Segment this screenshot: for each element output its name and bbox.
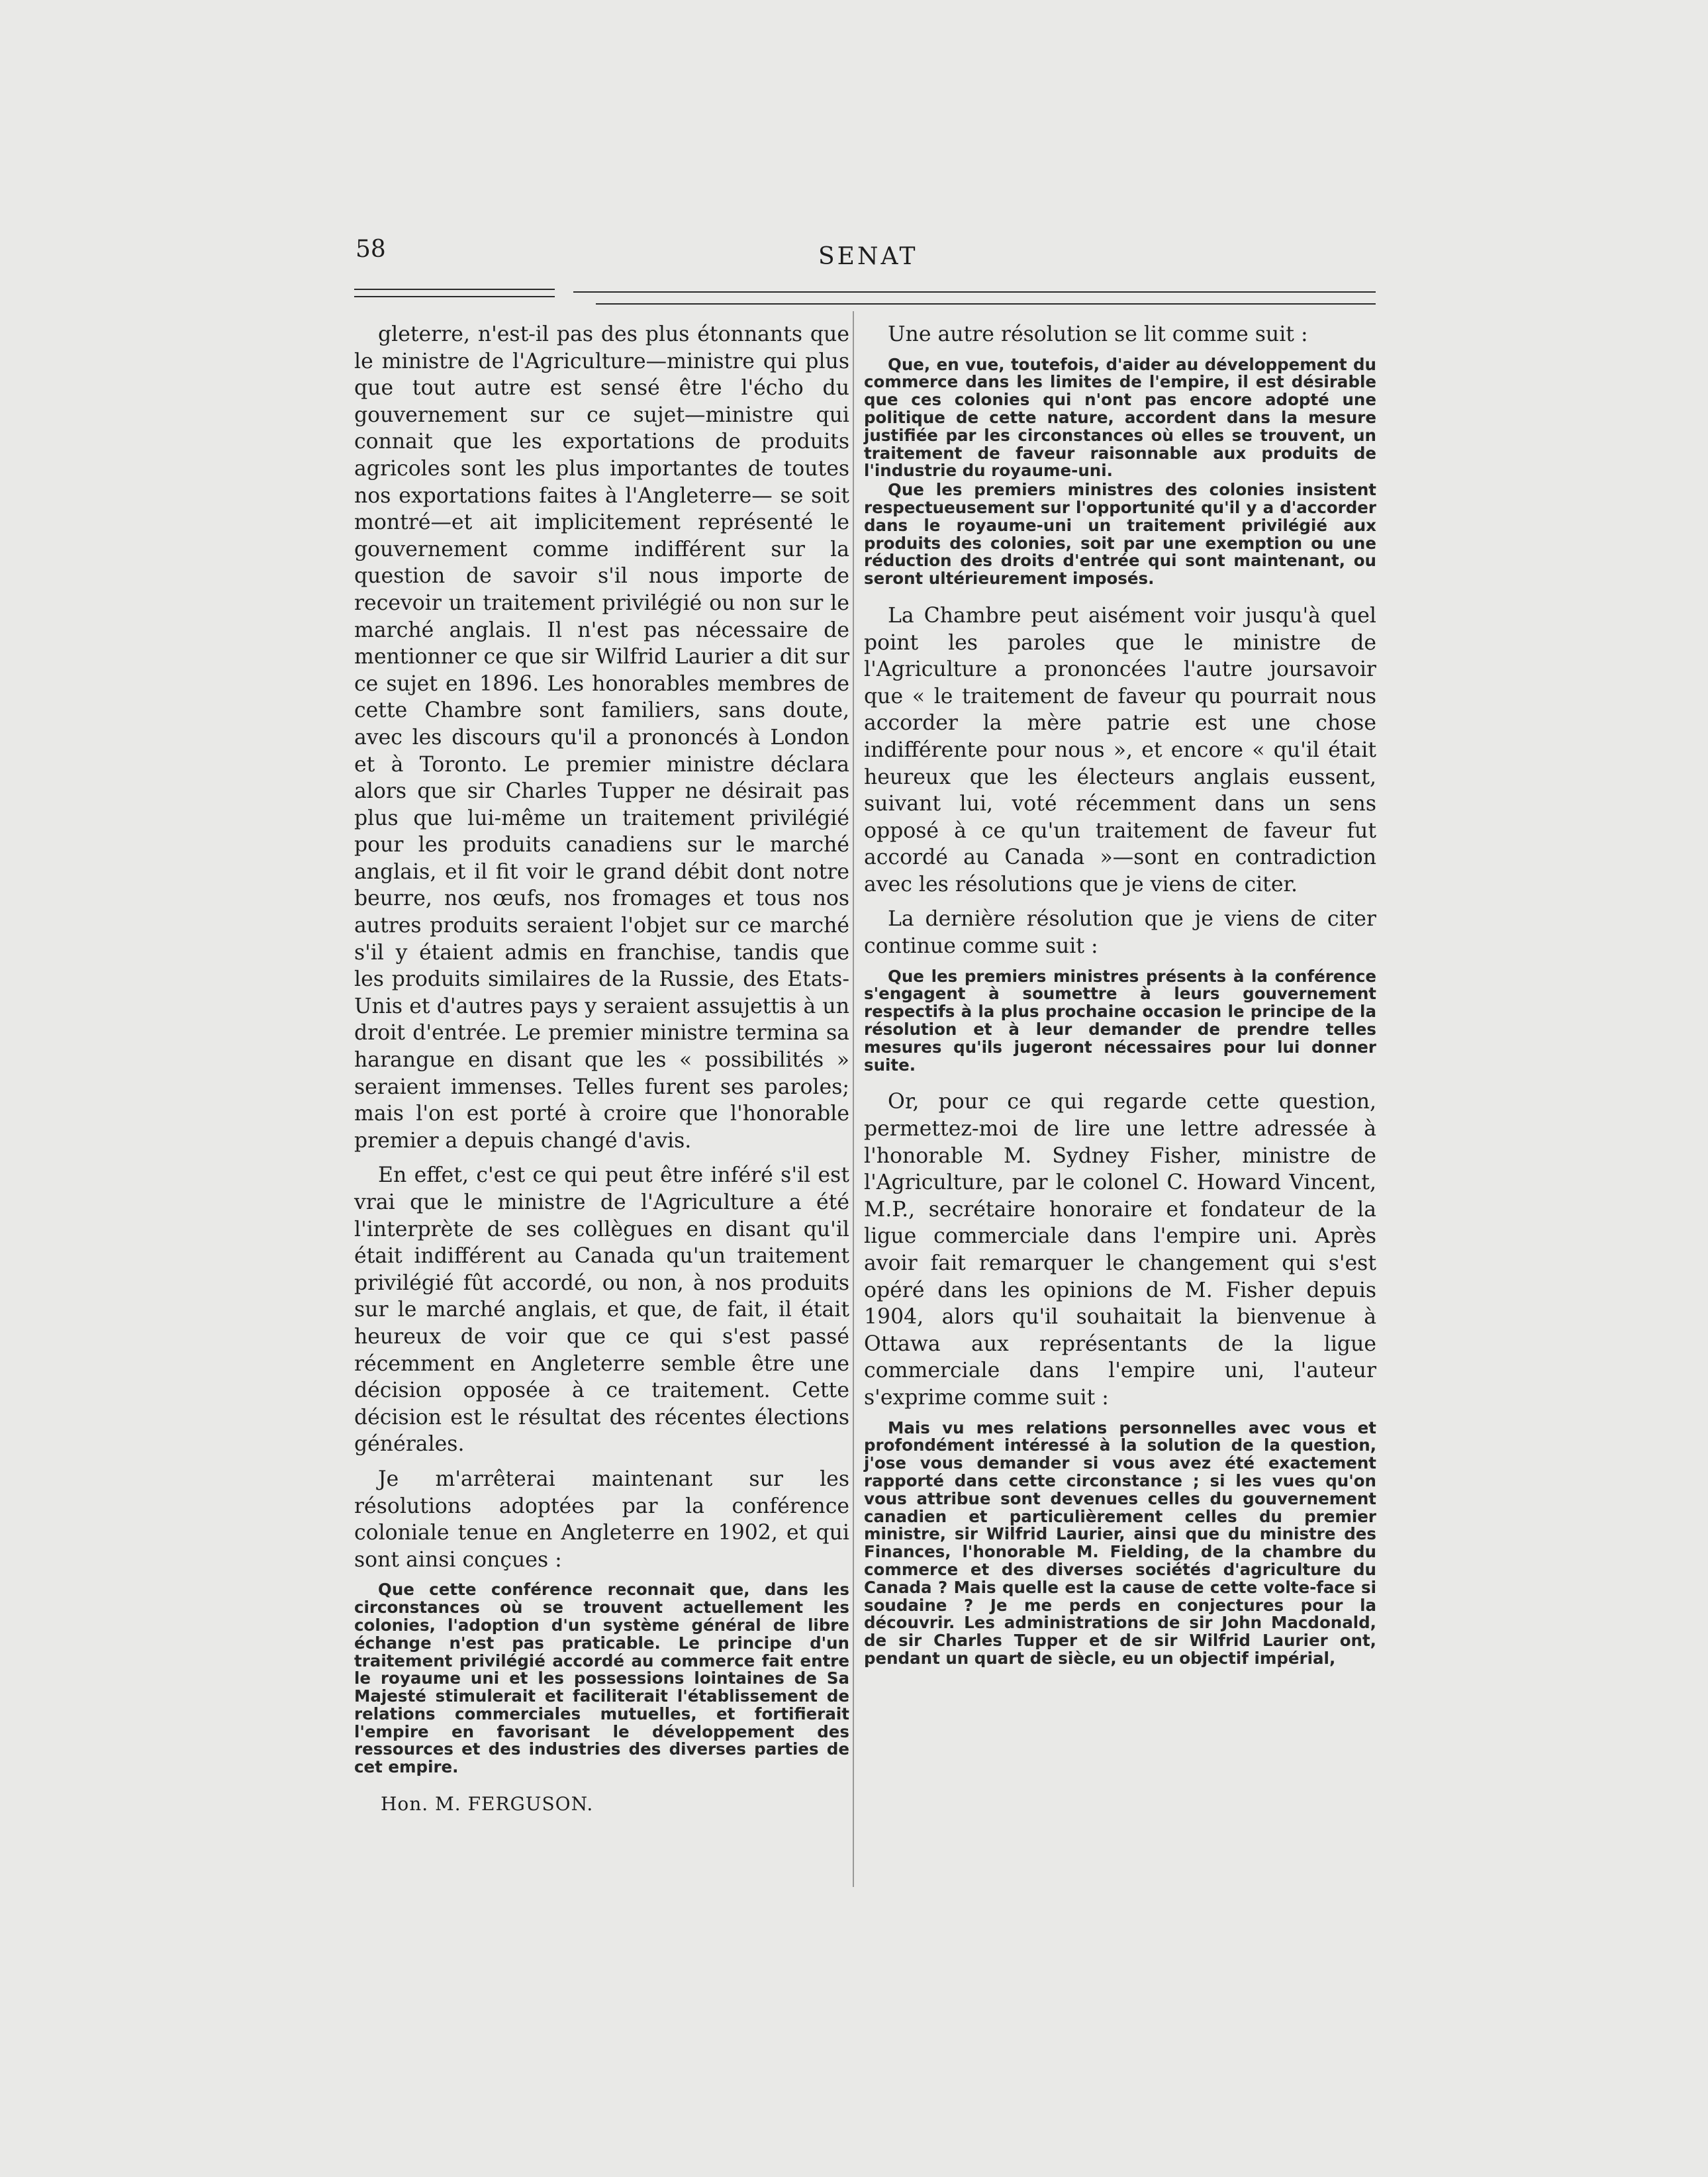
paragraph: La Chambre peut aisément voir jusqu'à quel point les paroles que le ministre de l'Agriculture a prononcées l'autre joursavoir que « le traitement de faveur qu pourrait nous accorder la mère patrie est une chose indifférente pour nous », et encore « qu'il était heureux que les électeurs anglais eussent, suivant lui, voté récemment dans un sens opposé à ce qu'un traitement de faveur fut accordé au Canada »—sont en contradiction avec les résolutions que je viens de citer. <box>864 603 1376 896</box>
quoted-resolution: Que les premiers ministres des colonies insistent respectueusement sur l'opportunité qu'il y a d'accorder dans le royaume-uni un traitement privilégié aux produits des colonies, soit par une exemption ou une réduction des droits d'entrée qui sont maintenant, ou seront ultérieurement imposés. <box>864 480 1376 589</box>
paragraph: En effet, c'est ce qui peut être inféré s'il est vrai que le ministre de l'Agriculture a été l'interprète de ses collègues en disant qu'il était indifférent au Canada qu'un traitement privilégié fût accordé, ou non, à nos produits sur le marché anglais, et que, de fait, il était heureux de voir que ce qui s'est passé récemment en Angleterre semble être une décision opposée à ce traitement. Cette décision est le résultat des récentes élections générales. <box>354 1163 849 1457</box>
running-head: SENAT <box>818 243 918 270</box>
header-rule-right-top <box>573 291 1376 293</box>
header-rule-left-top <box>354 289 555 290</box>
header-rule-left-bottom <box>354 296 555 297</box>
paragraph: La dernière résolution que je viens de citer continue comme suit : <box>864 907 1376 959</box>
speaker-signature: Hon. M. FERGUSON. <box>381 1793 594 1815</box>
quoted-resolution: Que cette conférence reconnait que, dans les circonstances où se trouvent actuellement les colonies, l'adoption d'un système général de libre échange n'est pas praticable. Le principe d'un traitement privilégié accordé au commerce fait entre le royaume uni et les possessions lointaines de Sa Majesté stimulerait et faciliterait l'établissement de relations commerciales mutuelles, et fortifierait l'empire en favorisant le développement des ressources et des industries des diverses parties de cet empire. <box>354 1580 849 1777</box>
column-divider <box>853 311 854 1887</box>
quoted-resolution: Que les premiers ministres présents à la conférence s'engagent à soumettre à leurs gouvernement respectifs à la plus prochaine occasion le principe de la résolution et à leur demander de prendre telles mesures qu'ils jugeront nécessaires pour lui donner suite. <box>864 966 1376 1075</box>
paragraph: gleterre, n'est-il pas des plus étonnants que le ministre de l'Agriculture—ministre qui plus que tout autre est sensé être l'écho du gouvernement sur ce sujet—ministre qui connait que les exportations de produits agricoles sont les plus importantes de toutes nos exportations faites à l'Angleterre— se soit montré—et ait implicitement représenté le gouvernement comme indifférent sur la question de savoir s'il nous importe de recevoir un traitement privilégié ou non sur le marché anglais. Il n'est pas nécessaire de mentionner ce que sir Wilfrid Laurier a dit sur ce sujet en 1896. Les honorables membres de cette Chambre sont familiers, sans doute, avec les discours qu'il a prononcés à London et à Toronto. Le premier ministre déclara alors que sir Charles Tupper ne désirait pas plus que lui-même un traitement privilégié pour les produits canadiens sur le marché anglais, et il fit voir le grand débit dont notre beurre, nos œufs, nos fromages et tous nos autres produits seraient l'objet sur ce marché s'il y étaient admis en franchise, tandis que les produits similaires de la Russie, des Etats-Unis et d'autres pays y seraient assujettis à un droit d'entrée. Le premier ministre termina sa harangue en disant que les « possibilités » seraient immenses. Telles furent ses paroles; mais l'on est porté à croire que l'honorable premier a depuis changé d'avis. <box>354 322 849 1153</box>
left-column <box>354 321 849 1818</box>
page-number: 58 <box>356 236 386 263</box>
right-column <box>864 321 1376 1682</box>
quoted-letter: Mais vu mes relations personnelles avec vous et profondément intéressé à la solution de la question, j'ose vous demander si vous avez été exactement rapporté dans cette circonstance ; si les vues qu'on vous attribue sont devenues celles du gouvernement canadien et particulièrement celles du premier ministre, sir Wilfrid Laurier, ainsi que du ministre des Finances, l'honorable M. Fielding, de la chambre du commerce et des diverses sociétés d'agriculture du Canada ? Mais quelle est la cause de cette volte-face si soudaine ? Je me perds en conjectures pour la découvrir. Les administrations de sir John Macdonald, de sir Charles Tupper et de sir Wilfrid Laurier ont, pendant un quart de siècle, eu un objectif impérial, <box>864 1418 1376 1668</box>
paragraph: Or, pour ce qui regarde cette question, permettez-moi de lire une lettre adressée à l'honorable M. Sydney Fisher, ministre de l'Agriculture, par le colonel C. Howard Vincent, M.P., secrétaire honoraire et fondateur de la ligue commerciale dans l'empire uni. Après avoir fait remarquer le changement qui s'est opéré dans les opinions de M. Fisher depuis 1904, alors qu'il souhaitait la bienvenue à Ottawa aux représentants de la ligue commerciale dans l'empire uni, l'auteur s'exprime comme suit : <box>864 1090 1376 1410</box>
paragraph: Je m'arrêterai maintenant sur les résolutions adoptées par la conférence coloniale tenue en Angleterre en 1902, et qui sont ainsi conçues : <box>354 1467 849 1572</box>
quoted-resolution: Que, en vue, toutefois, d'aider au développement du commerce dans les limites de l'empire, il est désirable que ces colonies qui n'ont pas encore adopté une politique de cette nature, accordent dans la mesure justifiée par les circonstances où elles se trouvent, un traitement de faveur raisonnable aux produits de l'industrie du royaume-uni. <box>864 354 1376 481</box>
paragraph: Une autre résolution se lit comme suit : <box>888 322 1308 346</box>
header-rule-right-bottom <box>596 303 1376 305</box>
